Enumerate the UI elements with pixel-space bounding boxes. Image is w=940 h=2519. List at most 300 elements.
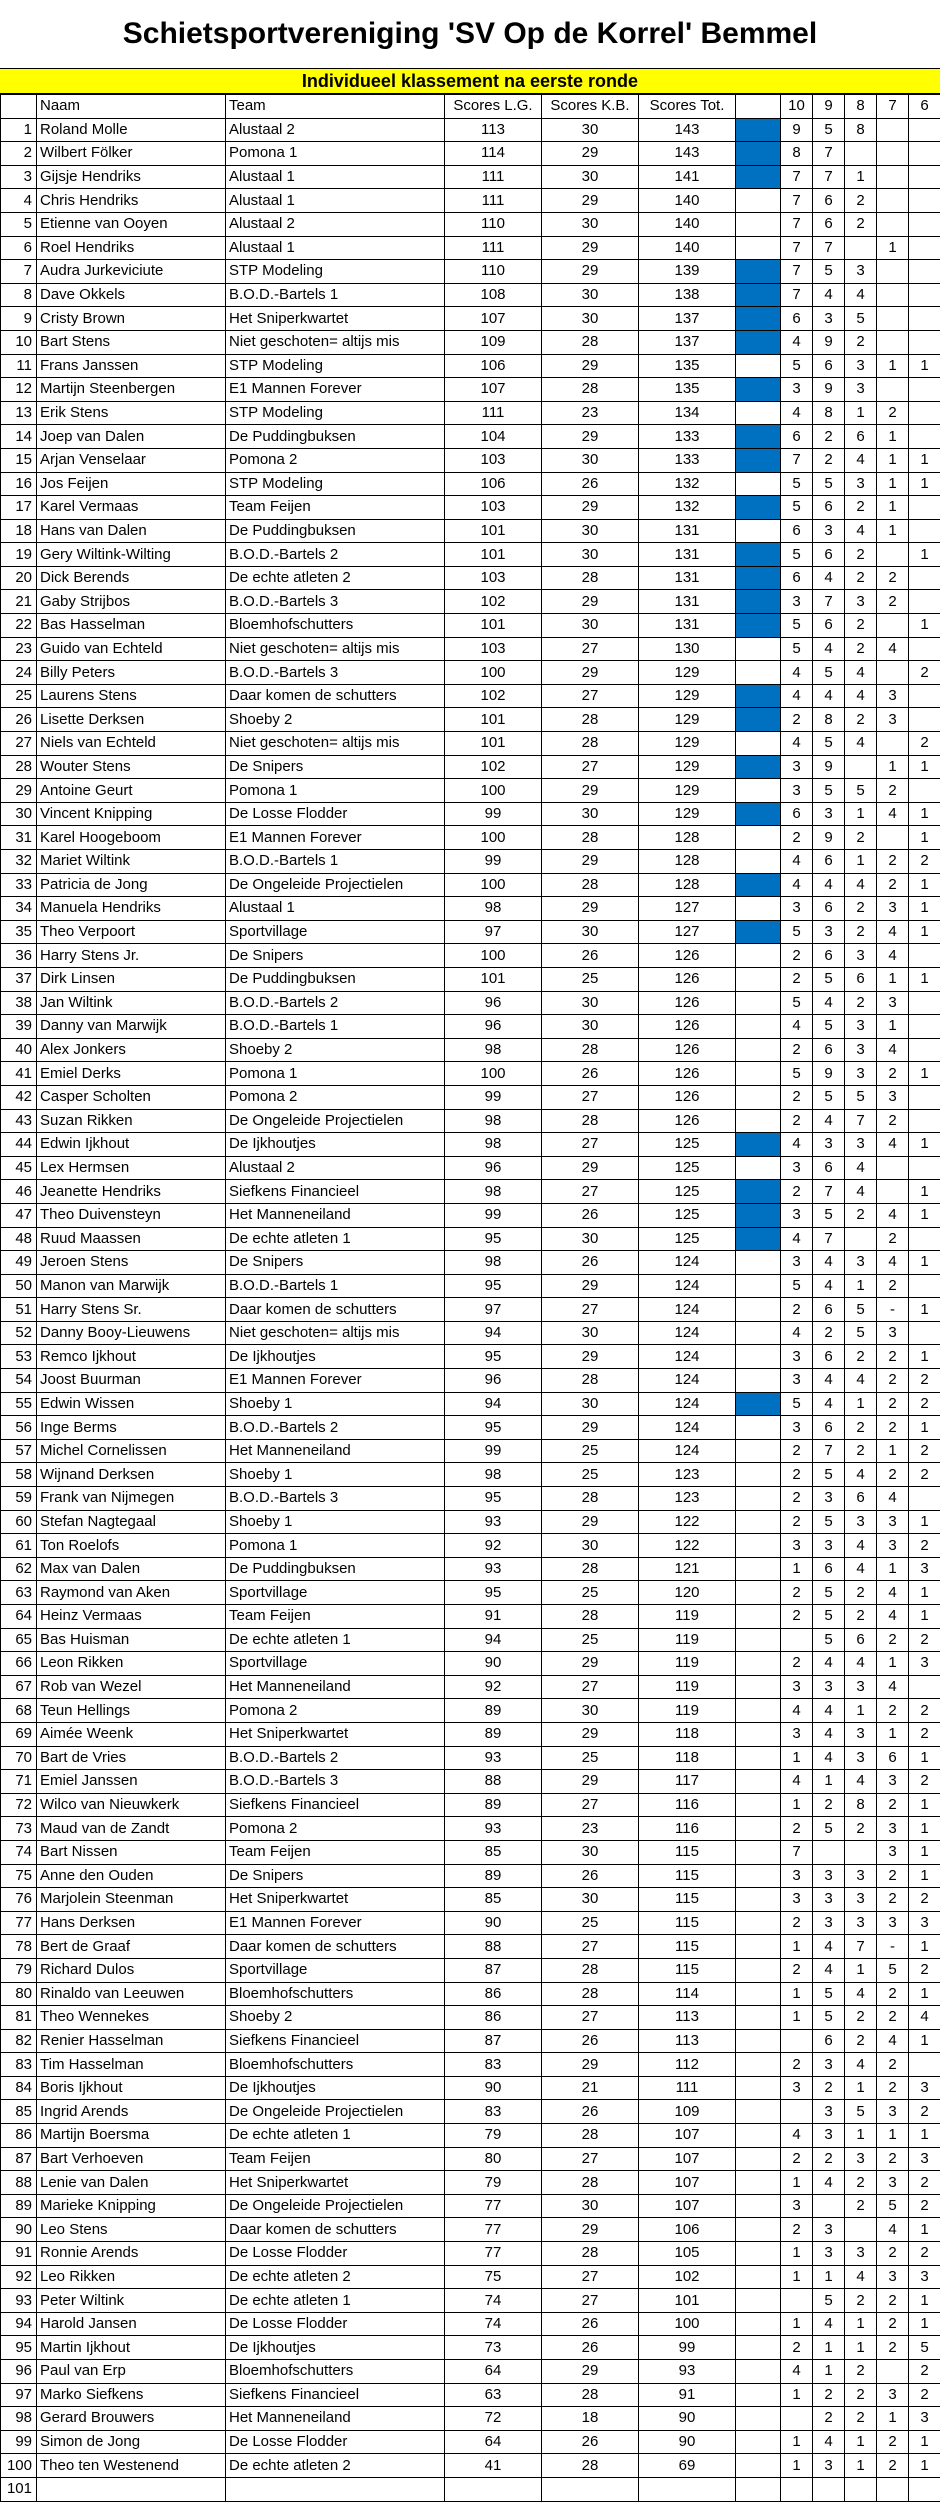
table-row [1,1746,940,1770]
table-row [1,1864,940,1888]
cell-count-10: 2 [781,1180,813,1204]
table-row [1,142,940,166]
cell-mark [736,2194,781,2218]
cell-score-lg: 97 [445,1298,542,1322]
cell-count-7: 3 [877,991,909,1015]
cell-count-6 [909,236,940,260]
cell-rank: 29 [1,779,37,803]
cell-mark [736,779,781,803]
cell-count-8: 3 [845,1510,877,1534]
cell-rank: 32 [1,850,37,874]
cell-count-6: 1 [909,1133,940,1157]
cell-score-lg: 98 [445,897,542,921]
cell-rank: 11 [1,354,37,378]
cell-team: Siefkens Financieel [226,2383,445,2407]
cell-count-8 [845,755,877,779]
cell-count-8: 3 [845,354,877,378]
cell-count-8: 2 [845,1817,877,1841]
cell-count-9: 4 [813,1274,845,1298]
cell-score-tot: 129 [639,802,736,826]
cell-team: Siefkens Financieel [226,1793,445,1817]
table-row [1,2430,940,2454]
cell-score-tot: 122 [639,1534,736,1558]
cell-count-6: 1 [909,1510,940,1534]
cell-mark [736,2477,781,2501]
cell-rank: 40 [1,1038,37,1062]
cell-count-10: 4 [781,330,813,354]
cell-score-tot: 116 [639,1817,736,1841]
table-row [1,897,940,921]
table-row [1,330,940,354]
cell-rank: 52 [1,1321,37,1345]
cell-count-6: 1 [909,1203,940,1227]
cell-count-9: 6 [813,944,845,968]
cell-count-9: 5 [813,472,845,496]
cell-count-8: 3 [845,472,877,496]
header-mark [736,95,781,119]
cell-score-kb: 27 [542,1793,639,1817]
cell-count-7 [877,189,909,213]
cell-count-6: 2 [909,1628,940,1652]
cell-score-tot: 126 [639,1085,736,1109]
cell-score-kb: 26 [542,1864,639,1888]
cell-score-lg: 101 [445,967,542,991]
table-row [1,2053,940,2077]
cell-count-9: 3 [813,802,845,826]
cell-count-6 [909,307,940,331]
cell-rank: 56 [1,1416,37,1440]
cell-score-lg: 86 [445,1982,542,2006]
cell-score-lg: 96 [445,1156,542,1180]
cell-score-tot: 131 [639,590,736,614]
cell-score-lg: 96 [445,1015,542,1039]
cell-count-6: 1 [909,755,940,779]
cell-count-6 [909,189,940,213]
cell-count-8: 5 [845,779,877,803]
cell-name: Bart Nissen [37,1840,226,1864]
cell-name: Inge Berms [37,1416,226,1440]
cell-score-lg: 100 [445,873,542,897]
cell-score-tot: 125 [639,1156,736,1180]
cell-score-lg: 103 [445,637,542,661]
cell-score-lg: 111 [445,236,542,260]
cell-team: De Ijkhoutjes [226,1133,445,1157]
cell-score-kb: 30 [542,283,639,307]
cell-rank: 44 [1,1133,37,1157]
cell-score-lg: 99 [445,1203,542,1227]
cell-count-10: 2 [781,1958,813,1982]
cell-score-tot: 115 [639,1958,736,1982]
cell-score-kb: 26 [542,2100,639,2124]
cell-count-8: 4 [845,519,877,543]
table-row [1,519,940,543]
cell-rank: 23 [1,637,37,661]
cell-rank: 98 [1,2407,37,2431]
cell-team: Shoeby 2 [226,1038,445,1062]
cell-name: Chris Hendriks [37,189,226,213]
cell-count-7: 3 [877,2383,909,2407]
cell-mark [736,944,781,968]
cell-name [37,2477,226,2501]
cell-count-7: 1 [877,755,909,779]
cell-team: B.O.D.-Bartels 1 [226,283,445,307]
cell-name: Bert de Graaf [37,1935,226,1959]
cell-count-9: 5 [813,1085,845,1109]
cell-count-6: 1 [909,2289,940,2313]
cell-count-7: 2 [877,2147,909,2171]
cell-score-kb: 27 [542,2265,639,2289]
cell-count-6 [909,590,940,614]
cell-rank: 59 [1,1487,37,1511]
cell-count-10: 3 [781,1722,813,1746]
cell-count-7: 2 [877,1793,909,1817]
cell-rank: 97 [1,2383,37,2407]
cell-team: Pomona 2 [226,1699,445,1723]
cell-score-lg: 102 [445,684,542,708]
cell-team: Pomona 1 [226,142,445,166]
cell-score-kb: 28 [542,1369,639,1393]
table-row [1,2076,940,2100]
cell-rank: 63 [1,1581,37,1605]
cell-count-8: 3 [845,1864,877,1888]
cell-count-7: 3 [877,1840,909,1864]
cell-team: Pomona 2 [226,448,445,472]
cell-mark [736,307,781,331]
cell-count-10: 2 [781,1652,813,1676]
cell-count-10: 2 [781,708,813,732]
table-row [1,802,940,826]
cell-score-kb: 23 [542,1817,639,1841]
cell-count-7: 4 [877,944,909,968]
cell-score-tot: 137 [639,307,736,331]
cell-count-6: 1 [909,2312,940,2336]
table-row [1,1911,940,1935]
cell-score-kb: 27 [542,2006,639,2030]
cell-score-kb: 27 [542,1935,639,1959]
cell-count-10: 3 [781,1888,813,1912]
cell-team: De Snipers [226,944,445,968]
cell-count-7: 2 [877,401,909,425]
cell-count-8: 2 [845,2006,877,2030]
cell-mark [736,519,781,543]
cell-count-6: 3 [909,1652,940,1676]
cell-score-tot: 124 [639,1251,736,1275]
cell-score-kb: 28 [542,826,639,850]
table-row [1,1581,940,1605]
cell-count-7 [877,307,909,331]
cell-count-9: 4 [813,283,845,307]
cell-count-6: 1 [909,1605,940,1629]
cell-score-tot: 118 [639,1722,736,1746]
cell-count-10: 4 [781,1133,813,1157]
cell-rank: 87 [1,2147,37,2171]
cell-count-6: 1 [909,920,940,944]
cell-count-10: 7 [781,165,813,189]
cell-name: Patricia de Jong [37,873,226,897]
cell-count-7: 3 [877,1510,909,1534]
cell-name: Ingrid Arends [37,2100,226,2124]
cell-count-6 [909,1015,940,1039]
cell-count-8 [845,236,877,260]
cell-team: De Snipers [226,1251,445,1275]
cell-score-tot: 126 [639,1062,736,1086]
cell-count-10: 4 [781,2360,813,2384]
cell-score-tot: 133 [639,448,736,472]
cell-rank: 85 [1,2100,37,2124]
cell-count-6: 1 [909,1817,940,1841]
cell-score-lg: 94 [445,1321,542,1345]
cell-count-6 [909,1038,940,1062]
cell-score-kb: 30 [542,1840,639,1864]
cell-score-lg: 85 [445,1888,542,1912]
cell-count-9: 5 [813,118,845,142]
cell-count-6 [909,378,940,402]
cell-name: Karel Hoogeboom [37,826,226,850]
table-row [1,944,940,968]
cell-count-7: 2 [877,1982,909,2006]
cell-score-kb: 29 [542,2218,639,2242]
cell-count-9: 2 [813,2076,845,2100]
table-row [1,850,940,874]
cell-score-lg: 106 [445,354,542,378]
cell-count-9: 5 [813,779,845,803]
header-count-10: 10 [781,95,813,119]
cell-count-7: 4 [877,802,909,826]
table-row [1,2477,940,2501]
cell-score-kb: 30 [542,1321,639,1345]
cell-team: Niet geschoten= altijs mis [226,330,445,354]
cell-score-kb: 30 [542,802,639,826]
cell-team: E1 Mannen Forever [226,826,445,850]
cell-count-6 [909,330,940,354]
cell-count-6: 2 [909,2171,940,2195]
cell-count-8: 1 [845,1958,877,1982]
cell-rank: 64 [1,1605,37,1629]
table-row [1,732,940,756]
cell-count-8: 2 [845,330,877,354]
cell-score-tot: 126 [639,991,736,1015]
cell-count-6: 2 [909,1699,940,1723]
cell-rank: 5 [1,212,37,236]
cell-team: B.O.D.-Bartels 2 [226,1746,445,1770]
cell-count-8: 2 [845,1416,877,1440]
table-row [1,165,940,189]
cell-mark [736,1982,781,2006]
cell-count-9: 5 [813,1510,845,1534]
cell-rank: 78 [1,1935,37,1959]
cell-team: De Puddingbuksen [226,967,445,991]
cell-mark [736,448,781,472]
cell-count-10: 5 [781,543,813,567]
cell-count-8: 1 [845,1274,877,1298]
cell-count-8: 3 [845,260,877,284]
cell-count-9: 6 [813,1345,845,1369]
table-row [1,1770,940,1794]
cell-score-tot: 116 [639,1793,736,1817]
cell-mark [736,378,781,402]
cell-count-8 [845,2218,877,2242]
cell-score-lg: 96 [445,991,542,1015]
cell-score-tot: 140 [639,212,736,236]
cell-score-kb: 30 [542,920,639,944]
cell-mark [736,1156,781,1180]
cell-score-tot: 124 [639,1345,736,1369]
table-row [1,1935,940,1959]
cell-score-tot: 129 [639,732,736,756]
cell-rank: 47 [1,1203,37,1227]
cell-rank: 89 [1,2194,37,2218]
cell-count-10: 3 [781,779,813,803]
cell-mark [736,1628,781,1652]
cell-count-10: 2 [781,1581,813,1605]
cell-mark [736,2407,781,2431]
cell-score-lg: 95 [445,1487,542,1511]
cell-mark [736,637,781,661]
cell-count-10: 4 [781,1699,813,1723]
cell-score-kb: 30 [542,1015,639,1039]
cell-score-lg: 79 [445,2171,542,2195]
cell-score-kb: 27 [542,1085,639,1109]
cell-count-10: 1 [781,2242,813,2266]
cell-count-6 [909,1675,940,1699]
cell-score-kb: 25 [542,1439,639,1463]
cell-score-kb: 28 [542,1605,639,1629]
cell-score-kb: 25 [542,1463,639,1487]
table-row [1,2336,940,2360]
cell-score-kb: 26 [542,2312,639,2336]
cell-name: Paul van Erp [37,2360,226,2384]
cell-count-7: 4 [877,1605,909,1629]
cell-mark [736,2454,781,2478]
cell-count-10: 3 [781,1864,813,1888]
cell-score-tot: 91 [639,2383,736,2407]
cell-mark [736,543,781,567]
cell-count-7: 4 [877,1251,909,1275]
cell-mark [736,425,781,449]
cell-count-10: 7 [781,260,813,284]
cell-name: Frans Janssen [37,354,226,378]
cell-count-10: 2 [781,1510,813,1534]
cell-mark [736,1298,781,1322]
table-row [1,1227,940,1251]
cell-mark [736,1652,781,1676]
cell-name: Hans van Dalen [37,519,226,543]
cell-score-kb: 28 [542,1109,639,1133]
cell-count-6: 4 [909,2006,940,2030]
cell-count-10 [781,2477,813,2501]
cell-count-7: 3 [877,1770,909,1794]
cell-rank: 76 [1,1888,37,1912]
cell-count-10: 4 [781,684,813,708]
cell-count-10: 7 [781,283,813,307]
cell-score-tot: 124 [639,1369,736,1393]
cell-name: Ronnie Arends [37,2242,226,2266]
cell-score-lg: 90 [445,1652,542,1676]
cell-mark [736,708,781,732]
table-row [1,212,940,236]
cell-score-kb: 30 [542,448,639,472]
table-row [1,1085,940,1109]
cell-count-10: 6 [781,519,813,543]
cell-mark [736,1935,781,1959]
cell-count-8: 3 [845,1015,877,1039]
cell-count-7: 2 [877,1109,909,1133]
cell-team: De Puddingbuksen [226,519,445,543]
cell-name: Michel Cornelissen [37,1439,226,1463]
cell-count-7: 2 [877,2336,909,2360]
cell-count-10: 2 [781,1038,813,1062]
cell-rank: 53 [1,1345,37,1369]
cell-mark [736,1203,781,1227]
cell-rank: 16 [1,472,37,496]
cell-score-kb: 30 [542,543,639,567]
cell-name: Cristy Brown [37,307,226,331]
cell-name: Edwin Wissen [37,1392,226,1416]
cell-team: Daar komen de schutters [226,1935,445,1959]
table-row [1,2454,940,2478]
cell-count-9: 4 [813,1392,845,1416]
cell-score-kb: 28 [542,1982,639,2006]
cell-score-lg: 41 [445,2454,542,2478]
cell-rank: 49 [1,1251,37,1275]
cell-rank: 68 [1,1699,37,1723]
cell-count-9: 4 [813,2430,845,2454]
cell-count-8: 2 [845,2289,877,2313]
cell-count-6: 2 [909,2242,940,2266]
cell-count-9: 9 [813,330,845,354]
cell-count-7 [877,2477,909,2501]
cell-rank: 15 [1,448,37,472]
cell-name: Emiel Janssen [37,1770,226,1794]
cell-rank: 4 [1,189,37,213]
cell-count-6: 1 [909,354,940,378]
cell-team: Het Manneneiland [226,1439,445,1463]
cell-count-7: 3 [877,1085,909,1109]
cell-count-7 [877,614,909,638]
cell-score-kb: 29 [542,1770,639,1794]
header-count-7: 7 [877,95,909,119]
cell-count-8: 1 [845,2312,877,2336]
cell-name: Bas Huisman [37,1628,226,1652]
cell-name: Erik Stens [37,401,226,425]
cell-count-6: 2 [909,661,940,685]
cell-count-7: 4 [877,1675,909,1699]
cell-count-10: 1 [781,2265,813,2289]
cell-score-lg: 92 [445,1534,542,1558]
table-row [1,354,940,378]
cell-score-tot: 129 [639,684,736,708]
cell-count-9: 6 [813,1557,845,1581]
cell-count-8 [845,142,877,166]
cell-mark [736,2124,781,2148]
cell-score-lg: 95 [445,1274,542,1298]
cell-count-6 [909,944,940,968]
cell-rank: 101 [1,2477,37,2501]
cell-name: Theo Wennekes [37,2006,226,2030]
cell-count-7: 2 [877,1345,909,1369]
cell-count-7: 2 [877,566,909,590]
cell-count-8 [845,1227,877,1251]
cell-count-10: 4 [781,732,813,756]
cell-count-6 [909,283,940,307]
cell-count-6 [909,165,940,189]
cell-count-8: 4 [845,1156,877,1180]
table-row [1,566,940,590]
cell-mark [736,1699,781,1723]
cell-count-6: 3 [909,2147,940,2171]
cell-name: Lenie van Dalen [37,2171,226,2195]
cell-team: Bloemhofschutters [226,2053,445,2077]
